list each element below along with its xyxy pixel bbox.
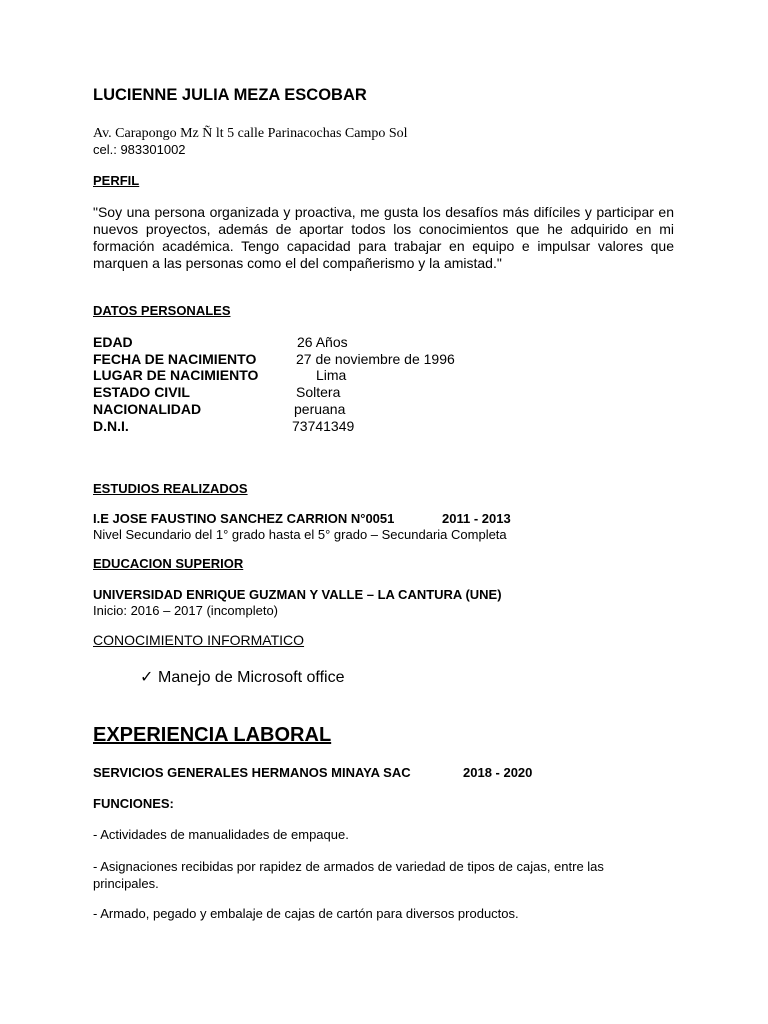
dp-label-nacionalidad: NACIONALIDAD <box>93 401 202 417</box>
estudios-institution: I.E JOSE FAUSTINO SANCHEZ CARRION N°0051 <box>93 511 395 526</box>
datos-personales-heading: DATOS PERSONALES <box>93 303 231 318</box>
dp-label-edad: EDAD <box>93 334 133 350</box>
dp-value-lugar: Lima <box>316 367 347 383</box>
applicant-name: LUCIENNE JULIA MEZA ESCOBAR <box>93 86 367 104</box>
experiencia-years: 2018 - 2020 <box>463 765 533 780</box>
perfil-text: "Soy una persona organizada y proactiva, me gusta los desafíos más difíciles y participar en nuevos proyectos, además de aportar todos los conocimientos que he adquirido en mi formación académica. Tengo capacidad para trabajar en equipo e impulsar valores que marquen a las personas como el del compañerismo y la amistad." <box>93 204 674 271</box>
conocimiento-heading: CONOCIMIENTO INFORMATICO <box>93 632 305 648</box>
experiencia-company: SERVICIOS GENERALES HERMANOS MINAYA SAC <box>93 765 411 780</box>
perfil-heading: PERFIL <box>93 173 140 188</box>
dp-value-estado: Soltera <box>296 384 341 400</box>
dp-label-lugar: LUGAR DE NACIMIENTO <box>93 367 259 383</box>
address: Av. Carapongo Mz Ñ lt 5 calle Parinacochas Campo Sol <box>93 126 408 141</box>
estudios-heading: ESTUDIOS REALIZADOS <box>93 481 248 496</box>
conocimiento-item-text: Manejo de Microsoft office <box>158 669 345 686</box>
funcion-item-3: - Armado, pegado y embalaje de cajas de cartón para diversos productos. <box>93 906 519 921</box>
check-icon: ✓ <box>140 669 154 686</box>
dp-label-fecha: FECHA DE NACIMIENTO <box>93 351 257 367</box>
estudios-years: 2011 - 2013 <box>442 511 511 526</box>
dp-value-fecha: 27 de noviembre de 1996 <box>296 351 455 367</box>
dp-label-estado: ESTADO CIVIL <box>93 384 190 400</box>
experiencia-heading: EXPERIENCIA LABORAL <box>93 724 332 746</box>
dp-label-dni: D.N.I. <box>93 418 129 434</box>
dp-value-edad: 26 Años <box>297 334 348 350</box>
educacion-superior-heading: EDUCACION SUPERIOR <box>93 556 244 571</box>
phone: cel.: 983301002 <box>93 142 186 157</box>
funciones-heading: FUNCIONES: <box>93 796 174 811</box>
funcion-item-1: - Actividades de manualidades de empaque. <box>93 827 349 842</box>
dp-value-dni: 73741349 <box>292 418 355 434</box>
educacion-superior-institution: UNIVERSIDAD ENRIQUE GUZMAN Y VALLE – LA CANTURA (UNE) <box>93 587 502 602</box>
educacion-superior-detail: Inicio: 2016 – 2017 (incompleto) <box>93 603 279 618</box>
estudios-detail: Nivel Secundario del 1° grado hasta el 5° grado – Secundaria Completa <box>93 527 507 542</box>
funcion-item-2: - Asignaciones recibidas por rapidez de armados de variedad de tipos de cajas, entre las principales. <box>93 859 604 891</box>
conocimiento-item <box>140 667 344 687</box>
dp-value-nacionalidad: peruana <box>294 401 346 417</box>
